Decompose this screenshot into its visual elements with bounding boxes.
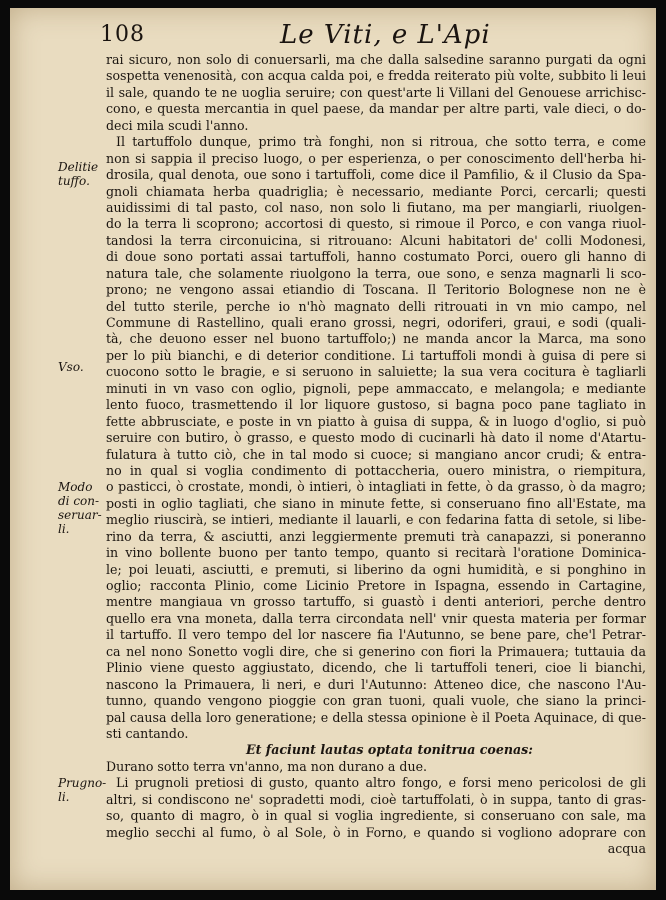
text-line: sospetta venenosità, con acqua calda poi, e fredda reiterato più volte, subbito li leui	[106, 68, 646, 84]
margin-note-delitie	[58, 160, 110, 188]
text-line: auidissimi di tal pasto, col naso, non solo li fiutano, ma per mangiarli, riuolgen-	[106, 199, 646, 215]
text-line: lento fuoco, trasmettendo il lor liquore gustoso, si bagna poco pane tagliato in	[106, 397, 646, 413]
text-line: altri, si condiscono ne' sopradetti modi, cioè tartuffolati, ò in suppa, tanto di gras-	[106, 791, 646, 807]
text-line: deci mila scudi l'anno.	[106, 117, 249, 133]
text-line: sti cantando.	[106, 725, 189, 741]
margin-note-line: di con-	[58, 494, 100, 508]
text-line: non si sappia il preciso luogo, o per esperienza, o per conoscimento dell'herba hi-	[106, 150, 646, 166]
text-line: Plinio viene questo aggiustato, dicendo, che li tartuffoli teneri, cioe li bianchi,	[106, 660, 646, 676]
margin-note-line: Prugno-	[58, 776, 107, 790]
text-line: posti in oglio tagliati, che siano in minute fette, si conseruano fino all'Estate, ma	[106, 495, 646, 511]
margin-note-line: Vso.	[58, 360, 84, 374]
text-line: mentre mangiaua vn grosso tartuffo, si guastò i denti anteriori, perche dentro	[106, 594, 646, 610]
text-line: meglio secchi al fumo, ò al Sole, ò in Forno, e quando si vogliono adoprare con	[106, 824, 646, 840]
text-line: so, quanto di magro, ò in qual si voglia ingrediente, si conseruano con sale, ma	[106, 808, 646, 824]
text-line: tunno, quando vengono pioggie con gran tuoni, quali vuole, che siano la princi-	[106, 693, 646, 709]
text-line: il sale, quando te ne uoglia seruire; con quest'arte li Villani del Genouese arrichisc-	[106, 84, 646, 100]
text-line: fette abbrusciate, e poste in vn piatto à guisa di suppa, & in luogo d'oglio, si può	[106, 413, 646, 429]
page-header	[10, 8, 656, 50]
text-line: per lo più bianchi, e di deterior conditione. Li tartuffoli mondi à guisa di pere si	[106, 347, 646, 363]
text-line: in vino bollente buono per tanto tempo, quanto si recitarà l'oratione Dominica-	[106, 545, 646, 561]
text-line: cuocono sotto le bragie, e si seruono in saluiette; la sua vera cocitura è tagliarli	[106, 364, 646, 380]
text-line: seruire con butiro, ò grasso, e questo modo di cucinarli hà dato il nome d'Atartu-	[106, 430, 646, 446]
text-line: del tutto sterile, perche io n'hò magnato delli ritrouati in vn mio campo, nel	[106, 298, 646, 314]
latin-quote: Et faciunt lautas optata tonitrua coenas:	[246, 742, 533, 758]
margin-note-line: tuffo.	[58, 174, 90, 188]
margin-note-modo	[58, 480, 110, 536]
text-line: tà, che deuono esser nel buono tartuffolo;) ne manda ancor la Marca, ma sono	[106, 331, 646, 347]
text-line: il tartuffo. Il vero tempo del lor nascere fia l'Autunno, se bene pare, che'l Petrar-	[106, 627, 646, 643]
text-line: natura tale, che solamente riuolgono la terra, oue sono, e senza magnarli li sco-	[106, 265, 646, 281]
text-line: fulatura à tutto ciò, che in tal modo si cuoce; si mangiano ancor crudi; & entra-	[106, 446, 646, 462]
catchword: acqua	[607, 841, 646, 856]
text-line: le; poi leuati, asciutti, e premuti, si liberino da ogni humidità, e si ponghino in	[106, 561, 646, 577]
text-line: cono, e questa mercantia in quel paese, da mandar per altre parti, vale dieci, o do-	[106, 101, 646, 117]
text-line: no in qual si voglia condimento di pottaccheria, ouero ministra, o riempitura,	[106, 462, 646, 478]
margin-note-line: seruar-	[58, 508, 102, 522]
text-line: rino da terra, & asciutti, anzi leggiermente premuti trà canapazzi, si poneranno	[106, 528, 646, 544]
running-title: Le Viti, e L'Api	[280, 20, 491, 50]
book-page	[10, 8, 656, 890]
text-line: o pasticci, ò crostate, mondi, ò intieri, ò intagliati in fette, ò da grasso, ò da magro;	[106, 479, 646, 495]
text-line: pal causa della loro generatione; e della stessa opinione è il Poeta Aquinace, di que-	[106, 709, 646, 725]
text-line: Il tartuffolo dunque, primo trà fonghi, non si ritroua, che sotto terra, e come	[116, 134, 646, 150]
margin-note-uso	[58, 360, 110, 374]
text-line: prono; ne vengono assai etiandio di Toscana. Il Teritorio Bolognese non ne è	[106, 282, 646, 298]
text-line: oglio; racconta Plinio, come Licinio Pretore in Ispagna, essendo in Cartagine,	[106, 578, 646, 593]
text-line: quello era vna moneta, dalla terra circondata nell' vnir questa materia per formar	[106, 610, 646, 626]
text-line: meglio riuscirà, se intieri, mediante il lauarli, e con fedarina fatta di setole, si libe-	[106, 512, 646, 528]
text-line: ca nel nono Sonetto vogli dire, che si generino con fiori la Primauera; tuttauia da	[106, 643, 646, 659]
text-line: di doue sono portati assai tartuffoli, hanno costumato Porci, ouero gli hanno di	[106, 249, 646, 265]
body-text	[106, 52, 646, 857]
margin-note-line: Delitie	[58, 160, 99, 174]
text-line: nascono la Primauera, li neri, e duri l'Autunno: Atteneo dice, che nascono l'Au-	[106, 676, 646, 692]
margin-note-line: li.	[58, 790, 70, 804]
text-line: Commune di Rastellino, quali erano grossi, negri, odoriferi, graui, e sodi (quali-	[106, 315, 646, 330]
text-line: Durano sotto terra vn'anno, ma non durano a due.	[106, 758, 428, 774]
text-line: minuti in vn vaso con oglio, pignoli, pepe ammaccato, e melangola; e mediante	[106, 380, 646, 396]
margin-note-line: Modo	[58, 480, 93, 494]
text-line: Li prugnoli pretiosi di gusto, quanto altro fongo, e forsi meno pericolosi de gli	[116, 775, 646, 791]
text-line: rai sicuro, non solo di conuersarli, ma che dalla salsedine saranno purgati da ogni	[106, 52, 646, 67]
text-line: drosila, qual denota, oue sono i tartuffoli, come dice il Pamfilio, & il Clusio da Spa-	[106, 167, 646, 183]
margin-note-line: li.	[58, 522, 70, 536]
text-line: gnoli chiamata herba quadriglia; è necessario, mediante Porci, cercarli; questi	[106, 183, 646, 199]
text-line: tandosi la terra circonuicina, si ritrouano: Alcuni habitatori de' colli Modonesi,	[106, 232, 646, 248]
text-line: do la terra li scoprono; accortosi di questo, si rimoue il Porco, e con vanga riuol-	[106, 216, 646, 232]
margin-note-prugnoli	[58, 776, 110, 804]
page-number: 108	[100, 22, 145, 47]
